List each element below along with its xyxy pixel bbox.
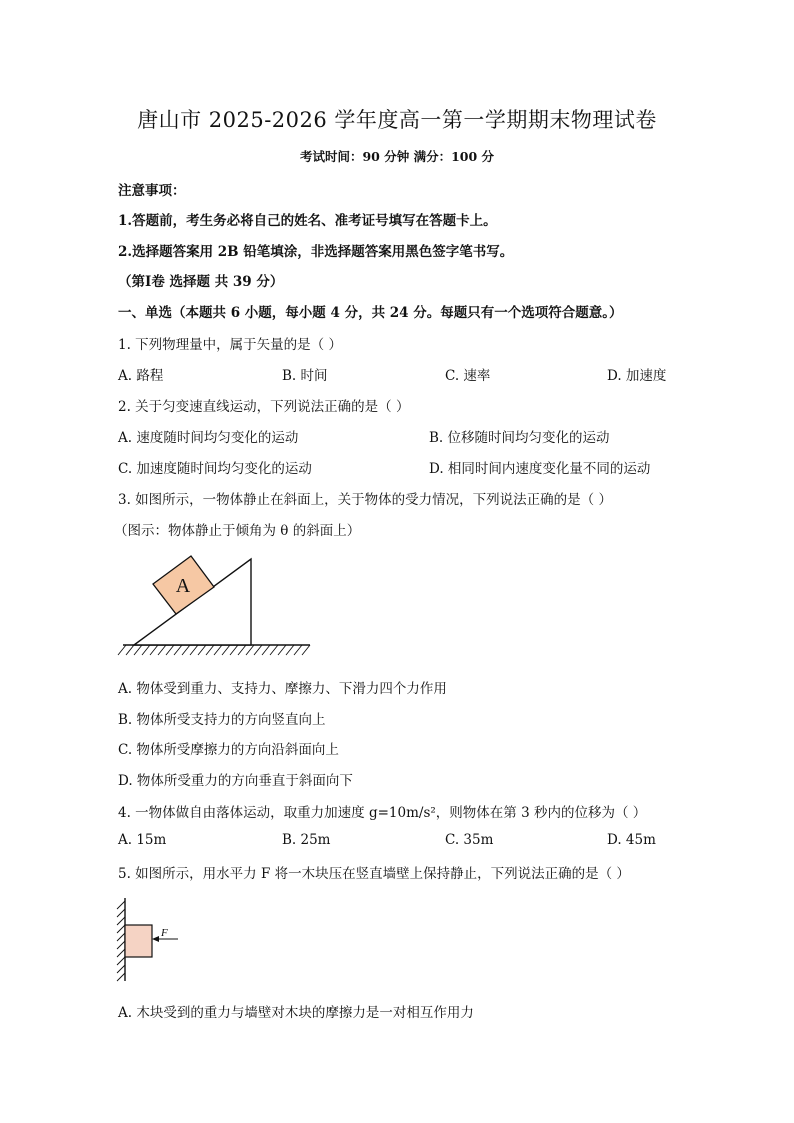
wood-block [125,925,152,957]
question-1-option-c: C. 速率 [445,368,491,384]
force-arrow-icon [152,936,159,942]
question-3-figure-caption: （图示：物体静止于倾角为 θ 的斜面上） [114,523,361,539]
question-4-option-c: C. 35m [445,832,494,848]
part-label: （第Ⅰ卷 选择题 共 39 分） [118,274,284,290]
question-1-stem: 1. 下列物理量中，属于矢量的是（ ） [118,337,342,353]
block-a-label: A [175,575,191,597]
notes-heading: 注意事项： [118,183,186,199]
question-1-option-b: B. 时间 [282,368,328,384]
question-3-option-c: C. 物体所受摩擦力的方向沿斜面向上 [118,742,339,758]
incline-figure [118,556,318,661]
question-4-option-d: D. 45m [607,832,656,848]
question-5-option-a: A. 木块受到的重力与墙壁对木块的摩擦力是一对相互作用力 [118,1005,474,1021]
question-2-stem: 2. 关于匀变速直线运动，下列说法正确的是（ ） [118,399,410,415]
wall-hatch [117,901,125,981]
question-4-option-a: A. 15m [118,832,167,848]
question-3-stem: 3. 如图所示，一物体静止在斜面上，关于物体的受力情况，下列说法正确的是（ ） [118,492,612,508]
question-2-option-d: D. 相同时间内速度变化量不同的运动 [429,461,651,477]
exam-subtitle: 考试时间：90 分钟 满分：100 分 [299,149,495,164]
question-4-option-b: B. 25m [282,832,331,848]
section-instruction: 一、单选（本题共 6 小题，每小题 4 分，共 24 分。每题只有一个选项符合题意。） [118,305,623,321]
question-1-option-a: A. 路程 [118,368,164,384]
question-2-option-a: A. 速度随时间均匀变化的运动 [118,430,299,446]
question-3-option-a: A. 物体受到重力、支持力、摩擦力、下滑力四个力作用 [118,681,447,697]
question-4-stem: 4. 一物体做自由落体运动，取重力加速度 g=10m/s²，则物体在第 3 秒内的位移为（ ） [118,805,647,821]
note-item-2: 2.选择题答案用 2B 铅笔填涂，非选择题答案用黑色签字笔书写。 [118,244,514,260]
ground-hatch [118,645,310,655]
question-3-option-d: D. 物体所受重力的方向垂直于斜面向下 [118,773,353,789]
question-3-option-b: B. 物体所受支持力的方向竖直向上 [118,712,326,728]
note-item-1: 1.答题前，考生务必将自己的姓名、准考证号填写在答题卡上。 [118,213,497,229]
question-1-option-d: D. 加速度 [607,368,667,384]
question-2-option-b: B. 位移随时间均匀变化的运动 [429,430,610,446]
wall-block-figure [114,895,189,985]
question-5-stem: 5. 如图所示，用水平力 F 将一木块压在竖直墙壁上保持静止，下列说法正确的是（ ） [118,866,630,882]
exam-title: 唐山市 2025-2026 学年度高一第一学期期末物理试卷 [137,108,657,132]
force-label: F [161,927,168,939]
question-2-option-c: C. 加速度随时间均匀变化的运动 [118,461,312,477]
